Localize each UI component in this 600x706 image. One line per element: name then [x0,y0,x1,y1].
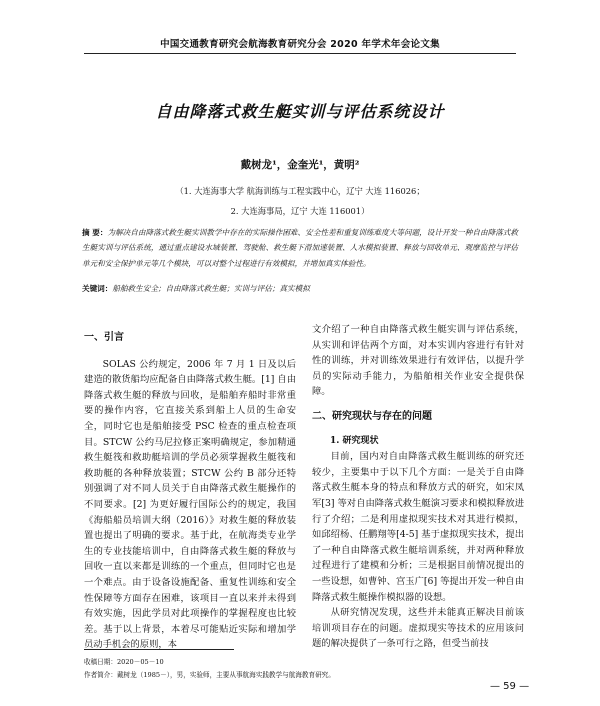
keywords [82,283,518,294]
authors: 戴树龙¹，金奎光¹，黄明² [240,159,360,171]
right-column [312,322,524,652]
affiliation-1: （1. 大连海事大学 航海训练与工程实践中心，辽宁 大连 116026； [175,186,425,196]
keywords-text: 船舶救生安全；自由降落式救生艇；实训与评估；真实模拟 [112,284,310,293]
section-heading-status: 二、研究现状与存在的问题 [312,410,432,422]
subsection-heading: 1. 研究现状 [330,435,379,446]
abstract-label: 摘 要： [82,228,108,237]
paragraph: 目前，国内对自由降落式救生艇训练的研究还较少，主要集中于以下几个方面：一是关于自由降落式救生艇本身的特点和释放方式的研究，如宋凤军[3] 等对自由降落式救生艇演习要求和模拟释放进行了介绍；二是利用虚拟现实技术对其进行模拟，如邱绍杨、任鹏翔等[4-5] 基于虚拟现实技术，提出了一种自由降落式救生艇培训系统，并对两种释放过程进行了建模和分析；三是根据目前情况提出的一些设想，如曹钟、宫玉广[6] 等提出开发一种自由降落式救生艇操作模拟器的设想。 [312,451,524,603]
abstract [82,225,518,271]
footnote-rule [84,649,234,650]
running-head: 中国交通教育研究会航海教育研究分会 2020 年学术年会论文集 [160,39,440,50]
header-rule [84,53,516,54]
paragraph-continued: 文介绍了一种自由降落式救生艇实训与评估系统，从实训和评估两个方面，对本实训内容进行有针对性的训练，并对训练效果进行有效评估，以提升学员的实际动手能力，为船舶相关作业安全提供保障。 [312,324,524,398]
footnote-author-bio: 作者简介：戴树龙（1985－），男，实验师，主要从事航海实践教学与航海教育研究。 [84,671,335,679]
paper-title: 自由降落式救生艇实训与评估系统设计 [155,102,445,121]
section-heading-introduction: 一、引言 [84,332,124,343]
paragraph: 从研究情况发现，这些并未能真正解决目前该培训项目存在的问题。虚拟现实等技术的应用该问题的解决提供了一条可行之路，但受当前技 [312,607,524,650]
affiliation-2: 2. 大连海事局，辽宁 大连 116001） [230,206,370,216]
paragraph: SOLAS 公约规定，2006 年 7 月 1 日及以后建造的散货船均应配备自由降落式救生艇。[1] 自由降落式救生艇的释放与回收，是船舶弃船时非常重要的操作内容，它直接关系到船上人员的生命安全，同时它也是船舶接受 PSC 检查的重点检查项目。STCW 公约马尼拉修正案明确规定，参加精通救生艇筏和救助艇培训的学员必须掌握救生艇筏和救助艇的各种释放装置；STCW 公约 B 部分还特别强调了对不同人员关于自由降落式救生艇操作的不同要求。[2] 为更好履行国际公约的规定，我国《海船船员培训大纲（2016）》对救生艇的释放装置也提出了明确的要求。基于此，在航海类专业学生的专业技能培训中，自由降落式救生艇的释放与回收一直以来都是训练的一个重点，但同时它也是一个难点。由于设备设施配备、重复性训练和安全性保障等方面存在困难，该项目一直以来并未得到有效实施，因此学员对此项操作的掌握程度也比较差。基于以上背景，本着尽可能贴近实际和增加学员动手机会的原则，本 [84,358,296,651]
abstract-text: 为解决自由降落式救生艇实训教学中存在的实际操作困难、安全性差和重复训练难度大等问题，设计开发一种自由降落式救生艇实训与评估系统，通过重点建设水域装置、驾驶舱、救生艇下滑加速装置、人水模拟装置、释放与回收单元、观摩监控与评估单元和安全保护单元等几个模块，可以对整个过程进行有效模拟，并增加真实体验性。 [82,228,518,268]
footnote-received-date: 收稿日期：2020－05－10 [84,658,164,666]
left-column [84,322,296,653]
page-number: — 59 — [490,681,530,692]
keywords-label: 关键词： [82,284,113,293]
